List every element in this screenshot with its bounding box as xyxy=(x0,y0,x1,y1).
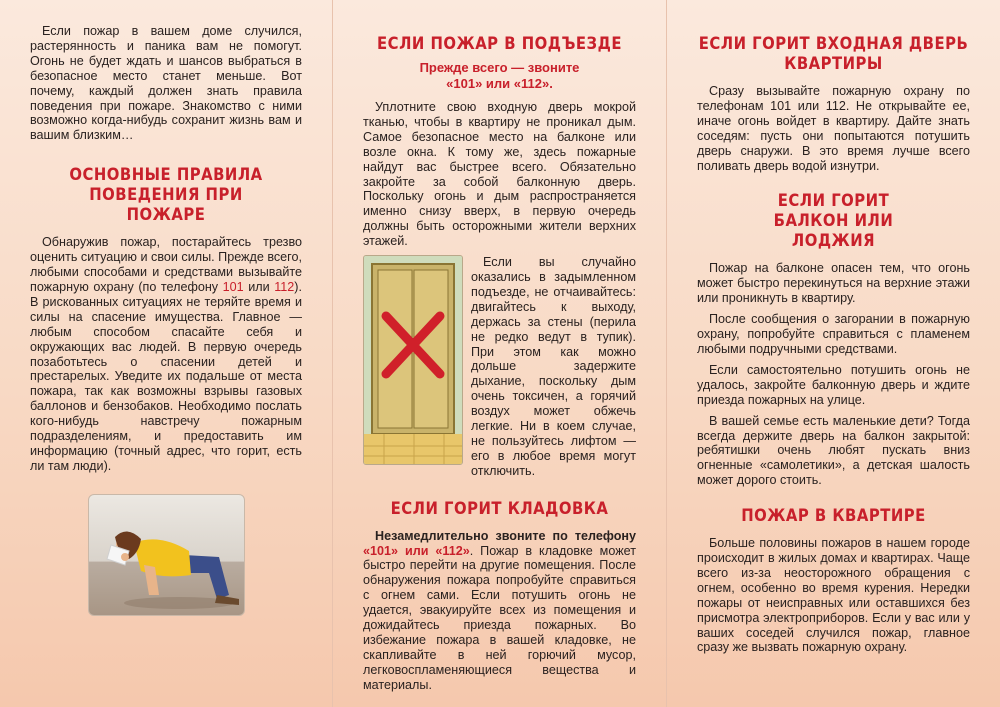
front-door-paragraph: Сразу вызывайте пожарную охрану по телефонам 101 или 112. Не открывайте ее, иначе огонь войдет в квартиру. Дайте знать соседям: пусть они попытаются потушить дверь снаружи. В это время лучше всего поливать дверь водой изнутри. xyxy=(697,84,970,173)
smoke-entrance-text xyxy=(471,255,636,485)
balcony-paragraph-2: После сообщения о загорании в пожарную охрану, попробуйте справиться с пламенем любыми подручными средствами. xyxy=(697,312,970,356)
entrance-fire-heading: ЕСЛИ ПОЖАР В ПОДЪЕЗДЕ xyxy=(377,34,622,53)
column-middle xyxy=(333,0,667,707)
smoke-entrance-paragraph: Если вы случайно оказались в задымленном подъезде, не отчаивайтесь: двигайтесь к выходу, держась за стены (перила не редко ведут в тупик). При этом как можно дольше задержите дыхание, поскольку дым очень токсичен, а горячий воздух может обжечь легкие. Ни в коем случае, не пользуйтесь лифтом — его в любое время могут отключить. xyxy=(471,255,636,478)
apartment-fire-heading: ПОЖАР В КВАРТИРЕ xyxy=(741,506,926,526)
elevator-block xyxy=(363,255,636,485)
crawling-person-drawing xyxy=(89,495,244,615)
entrance-paragraph: Уплотните свою входную дверь мокрой тканью, чтобы в квартиру не проникал дым. Самое безопасное место на балконе или возле окна. К тому же, здесь пожарные найдут вас быстрее всего. Обязательно закройте за собой балконную дверь. Поскольку огонь и дым распространяется именно снизу вверх, в первую очередь должны быть осторожными жители верхних этажей. xyxy=(363,100,636,249)
rules-text-b: ). В рискованных ситуациях не теряйте время и силы на спасение имущества. Главное — любым способом спасайте себя и окружающих вас людей. В первую очередь позаботьтесь о спасении детей и престарелых. Уведите их подальше от места пожара, так как возможны взрывы газовых баллонов и бензобаков. Необходимо послать кого-нибудь навстречу пожарным подразделениям, и предоставить им информацию (точный адрес, что горит, есть ли там люди). xyxy=(30,279,302,473)
rules-text-a: Обнаружив пожар, постарайтесь трезво оценить ситуацию и свои силы. Прежде всего, любыми способами и средствами вызывайте пожарную охрану (по телефону xyxy=(30,235,303,294)
storage-fire-heading: ЕСЛИ ГОРИТ КЛАДОВКА xyxy=(390,498,609,518)
storage-paragraph xyxy=(363,529,636,693)
basic-rules-paragraph xyxy=(30,235,302,474)
column-left xyxy=(0,0,333,707)
elevator-drawing xyxy=(364,256,462,464)
intro-paragraph: Если пожар в вашем доме случился, растерянность и паника вам не помогут. Огонь не будет ждать и шансов выбраться в безопасное место станет меньше. Вот почему, каждый должен знать правила поведения при пожаре. Знакомство с ними возможно когда-нибудь сохранит жизнь вам и вашим близким… xyxy=(30,24,302,143)
storage-call-text: Незамедлительно звоните по телефону xyxy=(375,528,636,543)
apartment-paragraph: Больше половины пожаров в нашем городе происходит в жилых домах и квартирах. Чаще всего из-за неосторожного обращения с огнем, особенно во время курения. Нередки пожары от неисправных или оставшихся без присмотра электроприборов. Если у вас или у ваших соседей случился пожар, главное сразу же вызвать пожарную охрану. xyxy=(697,536,970,655)
phone-101: 101 xyxy=(222,279,244,294)
crawling-person-illustration xyxy=(88,494,245,616)
front-door-heading: ЕСЛИ ГОРИТ ВХОДНАЯ ДВЕРЬ КВАРТИРЫ xyxy=(698,34,969,73)
balcony-heading: ЕСЛИ ГОРИТ БАЛКОН ИЛИ ЛОДЖИЯ xyxy=(773,191,894,251)
elevator-forbidden-illustration xyxy=(363,255,463,465)
balcony-paragraph-1: Пожар на балконе опасен тем, что огонь может быстро перекинуться на верхние этажи или проникнуть в квартиру. xyxy=(697,261,970,306)
phone-112: 112 xyxy=(274,279,295,294)
balcony-paragraph-3: Если самостоятельно потушить огонь не удалось, закройте балконную дверь и ждите приезда пожарных на улице. xyxy=(697,362,970,407)
column-right xyxy=(667,0,1000,707)
balcony-paragraph-4: В вашей семье есть маленькие дети? Тогда всегда держите дверь на балкон закрытой: ребятишки очень любят пускать вниз огненные «самолетики», а детская шалость может дорого стоить. xyxy=(697,413,970,488)
rules-text-or: или xyxy=(243,279,275,294)
storage-phones: «101» или «112» xyxy=(363,543,470,558)
storage-rest-text: . Пожар в кладовке может быстро перейти на другие помещения. После обнаружения пожара попробуйте справиться с огнем сами. Если потушить огонь не удается, эвакуируйте всех из помещения и дожидайтесь приезда пожарных. Во избежание пожара в вашей кладовке, не скапливайте в ней горючий мусор, легковоспламеняющиеся вещества и материалы. xyxy=(363,543,636,692)
basic-rules-heading: ОСНОВНЫЕ ПРАВИЛА ПОВЕДЕНИЯ ПРИ ПОЖАРЕ xyxy=(69,165,263,225)
entrance-call-first: Прежде всего — звоните «101» или «112». xyxy=(419,60,580,91)
